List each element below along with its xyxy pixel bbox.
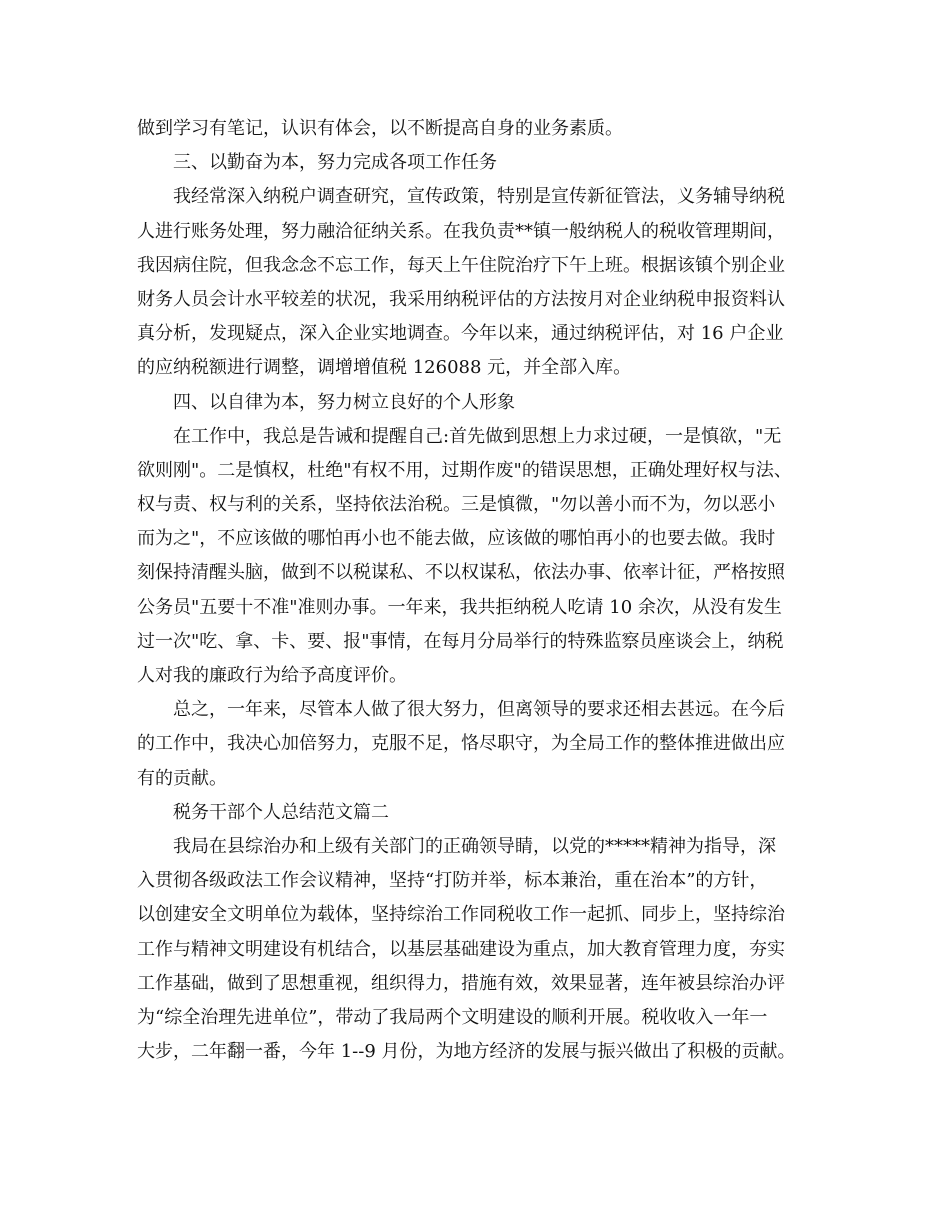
text-line: 大步，二年翻一番，今年 1--9 月份，为地方经济的发展与振兴做出了积极的贡献。	[137, 1041, 796, 1063]
text-line: 的应纳税额进行调整，调增增值税 126088 元，并全部入库。	[137, 357, 632, 379]
text-line: 我局在县综治办和上级有关部门的正确领导睛，以党的*****精神为指导，深	[173, 835, 776, 857]
text-line: 税务干部个人总结范文篇二	[173, 801, 389, 823]
text-line: 四、以自律为本，努力树立良好的个人形象	[173, 391, 515, 413]
text-line: 刻保持清醒头脑，做到不以税谋私、不以权谋私，依法办事、依率计征，严格按照	[137, 562, 785, 584]
text-line: 过一次"吃、拿、卡、要、报"事情，在每月分局举行的特殊监察员座谈会上，纳税	[137, 630, 784, 652]
text-line: 真分析，发现疑点，深入企业实地调查。今年以来，通过纳税评估，对 16 户企业	[137, 323, 784, 345]
text-line: 做到学习有笔记，认识有体会，以不断提高自身的业务素质。	[137, 118, 623, 139]
text-line: 总之，一年来，尽管本人做了很大努力，但离领导的要求还相去甚远。在今后	[173, 699, 785, 721]
text-line: 有的贡献。	[137, 767, 227, 789]
text-line: 以创建安全文明单位为载体，坚持综治工作同税收工作一起抓、同步上，坚持综治	[137, 904, 785, 926]
text-line: 三、以勤奋为本，努力完成各项工作任务	[173, 152, 497, 174]
text-line: 的工作中，我决心加倍努力，克服不足，恪尽职守，为全局工作的整体推进做出应	[137, 733, 785, 755]
text-line: 我因病住院，但我念念不忘工作，每天上午住院治疗下午上班。根据该镇个别企业	[137, 254, 785, 276]
text-line: 人对我的廉政行为给予高度评价。	[137, 665, 407, 686]
text-line: 工作与精神文明建设有机结合，以基层基础建设为重点，加大教育管理力度，夯实	[137, 938, 785, 960]
text-line: 而为之"，不应该做的哪怕再小也不能去做，应该做的哪怕再小的也要去做。我时	[137, 528, 776, 550]
text-line: 工作基础，做到了思想重视，组织得力，措施有效，效果显著，连年被县综治办评	[137, 972, 785, 994]
document-body	[137, 112, 827, 1069]
text-line: 财务人员会计水平较差的状况，我采用纳税评估的方法按月对企业纳税申报资料认	[137, 288, 785, 310]
text-line: 欲则刚"。二是慎权，杜绝"有权不用，过期作废"的错误思想，正确处理好权与法、	[137, 459, 792, 481]
text-line: 入贯彻各级政法工作会议精神，坚持“打防并举，标本兼治，重在治本”的方针，	[137, 870, 768, 892]
text-line: 我经常深入纳税户调查研究，宣传政策，特别是宣传新征管法，义务辅导纳税	[173, 186, 785, 208]
text-line: 为“综全治理先进单位”，带动了我局两个文明建设的顺利开展。税收收入一年一	[137, 1006, 768, 1028]
text-line: 人进行账务处理，努力融洽征纳关系。在我负责**镇一般纳税人的税收管理期间，	[137, 220, 785, 242]
text-line: 在工作中，我总是告诫和提醒自己:首先做到思想上力求过硬，一是慎欲，"无	[173, 425, 782, 447]
text-line: 公务员"五要十不准"准则办事。一年来，我共拒纳税人吃请 10 余次，从没有发生	[137, 596, 782, 618]
text-line: 权与责、权与利的关系，坚持依法治税。三是慎微，"勿以善小而不为，勿以恶小	[137, 494, 776, 516]
